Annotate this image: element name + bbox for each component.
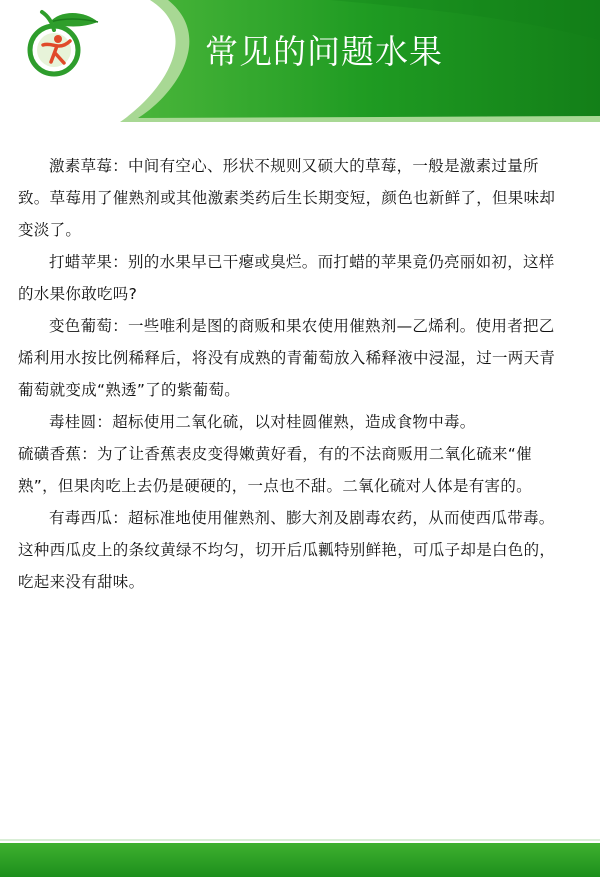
article-body xyxy=(18,150,566,598)
page-title: 常见的问题水果 xyxy=(205,32,443,71)
paragraph-strawberry: 激素草莓：中间有空心、形状不规则又硕大的草莓，一般是激素过量所致。草莓用了催熟剂或其他激素类药后生长期变短，颜色也新鲜了，但果味却变淡了。 xyxy=(18,157,556,239)
paragraph-banana: 硫磺香蕉：为了让香蕉表皮变得嫩黄好看，有的不法商贩用二氧化硫来“催熟”，但果肉吃上去仍是硬硬的，一点也不甜。二氧化硫对人体是有害的。 xyxy=(18,445,532,495)
header-banner xyxy=(0,0,600,122)
leaf-fruit-logo-icon xyxy=(14,8,102,78)
footer-divider xyxy=(0,839,600,841)
paragraph-apple: 打蜡苹果：别的水果早已干瘪或臭烂。而打蜡的苹果竟仍亮丽如初，这样的水果你敢吃吗? xyxy=(18,253,555,303)
paragraph-longan: 毒桂圆：超标使用二氧化硫，以对桂圆催熟，造成食物中毒。 xyxy=(49,413,476,431)
footer-bar xyxy=(0,843,600,877)
paragraph-grape: 变色葡萄：一些唯利是图的商贩和果农使用催熟剂—乙烯利。使用者把乙烯利用水按比例稀释后，将没有成熟的青葡萄放入稀释液中浸湿，过一两天青葡萄就变成“熟透”了的紫葡萄。 xyxy=(18,317,556,399)
paragraph-watermelon: 有毒西瓜：超标准地使用催熟剂、膨大剂及剧毒农药，从而使西瓜带毒。这种西瓜皮上的条纹黄绿不均匀，切开后瓜瓤特别鲜艳，可瓜子却是白色的，吃起来没有甜味。 xyxy=(18,509,556,591)
